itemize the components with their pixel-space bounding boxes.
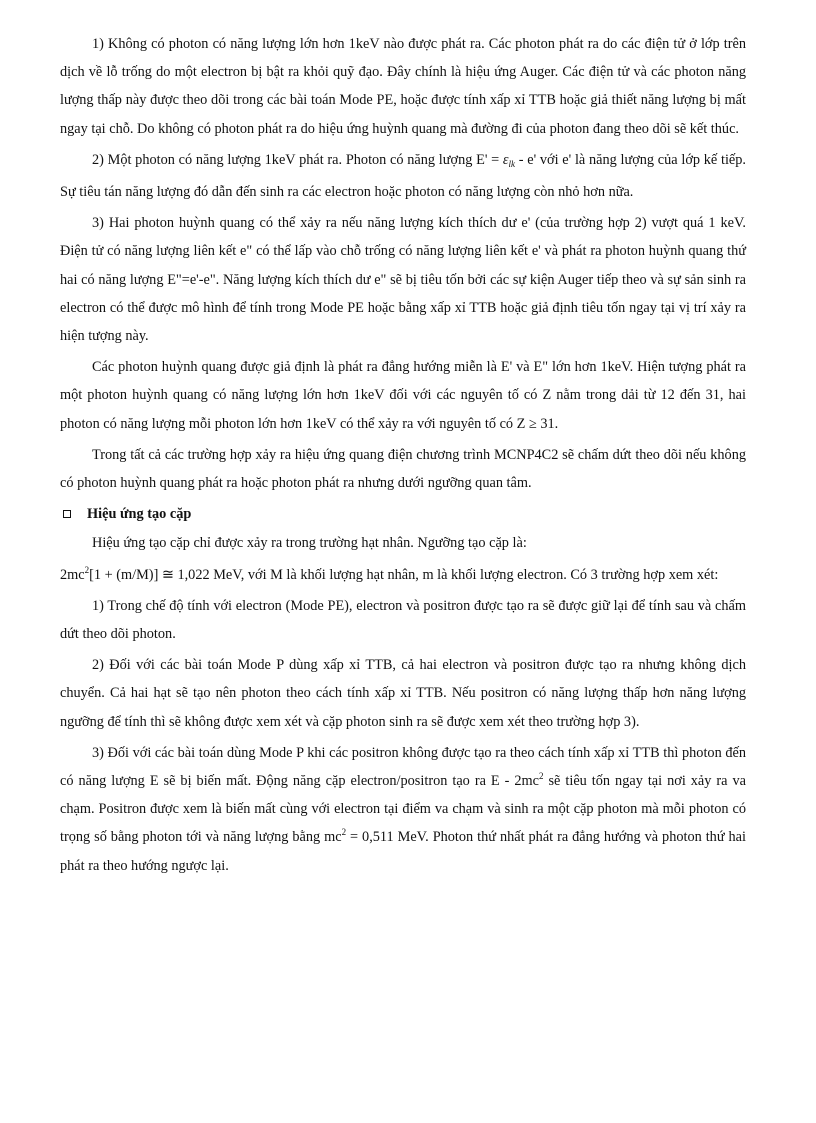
paragraph-case-3: 3) Hai photon huỳnh quang có thể xảy ra nếu năng lượng kích thích dư e' (của trường hợp 2) vượt quá 1 keV. Điện tử có năng lượng liên kết e" có thể lấp vào chỗ trống có năng lượng liên kết e' và phát ra photon huỳnh quang thứ hai có năng lượng E"=e'-e". Năng lượng kích thích dư e" sẽ bị tiêu tốn bởi các sự kiện Auger tiếp theo và sự sản sinh ra electron có thể được mô hình để tính trong Mode PE hoặc bằng xấp xỉ TTB hoặc giả định tiêu tốn ngay tại vị trí xảy ra hiện tượng này.: [60, 215, 746, 345]
paragraph-case-1: 1) Không có photon có năng lượng lớn hơn 1keV nào được phát ra. Các photon phát ra do các điện tử ở lớp trên dịch về lỗ trống do một electron bị bật ra khỏi quỹ đạo. Đây chính là hiệu ứng Auger. Các điện tử và các photon năng lượng thấp này được theo dõi trong các bài toán Mode PE, hoặc được tính xấp xỉ TTB hoặc giả thiết năng lượng bị mất ngay tại chỗ. Do không có photon phát ra do hiệu ứng huỳnh quang mà đường đi của photon đang theo dõi sẽ kết thúc.: [60, 36, 746, 137]
formula-rest: [1 + (m/M)] ≅ 1,022 MeV, với M là khối lượng hạt nhân, m là khối lượng electron. Có 3 trường hợp xem xét:: [89, 566, 719, 583]
paragraph-case-2: [60, 146, 746, 206]
pair-case-3-part-3: = 0,511 MeV. Photon thứ nhất phát ra đẳng hướng và photon thứ hai phát ra theo hướng ngược lại.: [60, 829, 746, 874]
paragraph-isotropic: Các photon huỳnh quang được giả định là phát ra đẳng hướng miễn là E' và E" lớn hơn 1keV. Hiện tượng phát ra một photon huỳnh quang có năng lượng lớn hơn 1keV đối với các nguyên tố có Z nằm trong dải từ 12 đến 31, hai photon có năng lượng mỗi photon lớn hơn 1keV có thể xảy ra với nguyên tố có Z ≥ 31.: [60, 359, 746, 432]
pair-case-3-part-1: 3) Đối với các bài toán dùng Mode P khi các positron không được tạo ra theo cách tính xấp xỉ TTB thì photon đến có năng lượng E sẽ bị biến mất. Động năng cặp electron/positron tạo ra E - 2mc: [60, 744, 746, 790]
paragraph-pair-case-2: 2) Đối với các bài toán Mode P dùng xấp xỉ TTB, cả hai electron và positron được tạo ra nhưng không dịch chuyển. Cả hai hạt sẽ tạo nên photon theo cách tính xấp xỉ TTB. Nếu positron có năng lượng thấp hơn năng lượng ngưỡng để tính thì sẽ không được xem xét và cặp photon sinh ra sẽ được xem xét theo trường hợp 3).: [60, 657, 746, 730]
paragraph-pair-threshold-intro: Hiệu ứng tạo cặp chỉ được xảy ra trong trường hạt nhân. Ngưỡng tạo cặp là:: [92, 535, 527, 552]
paragraph-pair-case-1: 1) Trong chế độ tính với electron (Mode PE), electron và positron được tạo ra sẽ được giữ lại để tính sau và chấm dứt theo dõi photon.: [60, 597, 746, 643]
case-2-text-start: 2) Một photon có năng lượng 1keV phát ra. Photon có năng lượng E' =: [92, 151, 503, 168]
epsilon-subscript: lk: [508, 158, 516, 169]
formula-superscript: 2: [84, 564, 90, 575]
section-heading-pair-production: [60, 500, 746, 528]
section-heading-text: Hiệu ứng tạo cặp: [87, 506, 192, 523]
pair-case-3-sup-1: 2: [539, 771, 544, 782]
paragraph-pair-case-3: [60, 739, 746, 880]
paragraph-threshold-formula: [60, 561, 746, 589]
pair-case-3-part-2: sẽ tiêu tốn ngay tại nơi xảy ra va chạm. Positron được xem là biến mất cùng với electron tại điểm va chạm và sinh ra một cặp photon mà mỗi photon có trọng số bằng photon tới và năng lượng bằng mc: [60, 773, 746, 846]
paragraph-termination: Trong tất cả các trường hợp xảy ra hiệu ứng quang điện chương trình MCNP4C2 sẽ chấm dứt theo dõi nếu không có photon huỳnh quang phát ra hoặc photon phát ra nhưng dưới ngưỡng quan tâm.: [60, 446, 746, 492]
square-bullet-icon: [63, 510, 71, 518]
case-2-text-end: - e' với e' là năng lượng của lớp kế tiếp. Sự tiêu tán năng lượng đó dẫn đến sinh ra các electron hoặc photon có năng lượng còn nhỏ hơn nữa.: [60, 151, 746, 201]
document-page: [60, 30, 746, 883]
epsilon-symbol: ε: [502, 151, 509, 168]
formula-start: 2mc: [60, 566, 85, 583]
pair-case-3-sup-2: 2: [341, 827, 347, 838]
